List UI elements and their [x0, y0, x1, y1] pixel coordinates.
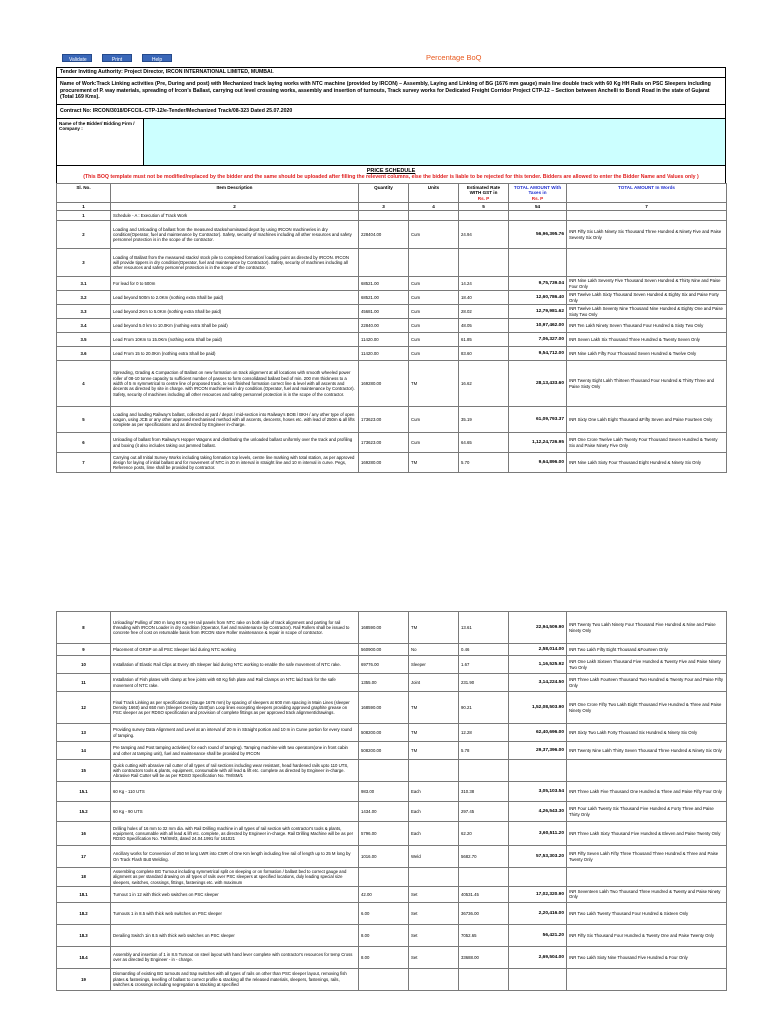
col-header-total — [509, 183, 567, 202]
row-item-description: Lead beyond 500m to 2.0Km (nothing extra Shall be paid) — [111, 291, 359, 305]
bidder-name-input[interactable] — [144, 119, 725, 165]
row-quantity: 508200.00 — [359, 742, 409, 760]
row-rate: 7052.65 — [459, 924, 509, 946]
row-total-amount[interactable]: 3,05,103.54 — [509, 782, 567, 802]
table-row — [57, 305, 727, 319]
row-amount-in-words[interactable]: INR Sixty Two Lakh Forty Thousand Six Hundred & Ninety Six Only — [567, 724, 727, 742]
row-quantity: 983.00 — [359, 782, 409, 802]
row-sl-no: 8 — [57, 612, 111, 644]
table-row — [57, 333, 727, 347]
name-of-work: Name of Work:Track Linking activities (Pre, During and post) with Mechanized track laying works with NTC machine (provided by IRCON) – Assembly, Laying and Linking of BG (1676 mm gauge) main line double track with 60 Kg HH Rails on PSC Sleepers including procurement of P. way materials, spreading of Ircon's Ballast, carrying out level crossing works, assembly and insertion of turnouts, Track survey works for Dedicated Freight Corridor Project CTP-12 – Section between Anchelli to Bondi Road in the state of Gujarat (Total 169 Kms). — [56, 77, 726, 104]
row-item-description: Loading and Unloading of ballast from the measured stacks/nominated depot by using IRCON machineries in dry condition(Operator, fuel and maintenance by Contractor). Safety, security of machines including all other resources and safety personnel protection is in the scope of the contractor. — [111, 221, 359, 249]
row-rate: 14.24 — [459, 277, 509, 291]
row-item-description: Derailing Switch 1in 8.5 with thick web switches on PSC sleeper — [111, 924, 359, 946]
row-sl-no: 5 — [57, 407, 111, 433]
row-rate: 24.94 — [459, 221, 509, 249]
row-total-amount[interactable]: 57,53,303.20 — [509, 846, 567, 868]
row-units: Cum — [409, 407, 459, 433]
row-sl-no: 11 — [57, 674, 111, 692]
row-units: Cum — [409, 347, 459, 361]
row-amount-in-words[interactable]: INR Seven Lakh Six Thousand Three Hundred & Twenty Seven Only — [567, 333, 727, 347]
boq-table-page-2 — [56, 611, 727, 991]
row-total-amount[interactable]: 2,58,014.00 — [509, 644, 567, 656]
row-units: Cum — [409, 333, 459, 347]
row-total-amount[interactable]: 1,12,24,726.95 — [509, 433, 567, 453]
table-row — [57, 211, 727, 221]
table-row — [57, 291, 727, 305]
row-item-description: 60 Kg - 90 UTS — [111, 802, 359, 822]
row-item-description: Carrying out all Initial Survey Works including taking formation top levels, centre line marking with total station, as per approved design for laying of initial ballast and for movement of NTC in 20 m interval in straight line and 10 m interval in curve. Pegs, Reference posts, lime shall be provided by contractor. — [111, 453, 359, 473]
row-quantity: 169280.00 — [359, 361, 409, 407]
help-button[interactable]: Help — [142, 54, 172, 62]
row-units: Each — [409, 782, 459, 802]
row-rate: 16.62 — [459, 361, 509, 407]
row-units: No — [409, 644, 459, 656]
row-total-amount[interactable]: 4,26,543.30 — [509, 802, 567, 822]
boq-rows-page-2 — [57, 612, 727, 991]
row-units: Cum — [409, 291, 459, 305]
row-amount-in-words[interactable]: INR Three Lakh Sixty Thousand Five Hundred & Eleven and Paise Twenty Only — [567, 822, 727, 846]
row-units — [409, 760, 459, 782]
row-amount-in-words[interactable] — [567, 968, 727, 990]
col-header-item: Item Description — [111, 183, 359, 202]
row-quantity: 68521.00 — [359, 277, 409, 291]
row-item-description: Lead beyond 2Km to 5.0Km (nothing extra Shall be paid) — [111, 305, 359, 319]
row-rate: 90.21 — [459, 692, 509, 724]
row-total-amount[interactable]: 1,16,525.92 — [509, 656, 567, 674]
row-amount-in-words[interactable]: INR Twelve Lakh Sixty Thousand Seven Hundred & Eighty Six and Paise Forty Only — [567, 291, 727, 305]
row-rate: 1.67 — [459, 656, 509, 674]
row-amount-in-words[interactable]: INR Fifty Seven Lakh Fifty Three Thousand Three Hundred & Three and Paise Twenty Only — [567, 846, 727, 868]
row-total-amount[interactable]: 56,96,395.76 — [509, 221, 567, 249]
row-units: Set — [409, 924, 459, 946]
row-quantity: 169280.00 — [359, 453, 409, 473]
row-quantity — [359, 760, 409, 782]
row-total-amount[interactable]: 1,52,08,503.90 — [509, 692, 567, 724]
row-quantity: 560900.00 — [359, 644, 409, 656]
row-item-description: Unloading of ballast from Railway's Hopper Wagons and distributing the unloaded ballast uniformly over the track and profiling and boxing (it also includes taking out jammed ballast. — [111, 433, 359, 453]
col-number: 3 — [359, 202, 409, 210]
column-number-row — [57, 202, 727, 210]
row-total-amount[interactable]: 28,13,433.60 — [509, 361, 567, 407]
row-rate: 33688.00 — [459, 946, 509, 968]
row-total-amount[interactable]: 62,40,696.00 — [509, 724, 567, 742]
table-row — [57, 277, 727, 291]
row-total-amount[interactable]: 7,06,327.00 — [509, 333, 567, 347]
validate-button[interactable]: Validate — [62, 54, 92, 62]
price-schedule-note: (This BOQ template must not be modified/replaced by the bidder and the same should be uploaded after filling the relevent columns, else the bidder is liable to be rejected for this tender. Bidders are allowed to enter the Bidder Name and Values only ) — [83, 173, 699, 180]
row-units: Set — [409, 902, 459, 924]
row-units: Cum — [409, 319, 459, 333]
row-quantity: 228404.00 — [359, 221, 409, 249]
row-item-description: Placement of GRSP on all PSC Sleeper laid during NTC working — [111, 644, 359, 656]
row-item-description: Loading and loading Railway's ballast, collected at yard / depot / mid-section into Railway's BOB / BKH / any other type of open wagon, using JCB or any other approved mechanised method with all ascents, descents, hoses etc. with lead of 250m & all lifts complete as per specifications and as directed by Engineer in-charge. — [111, 407, 359, 433]
row-amount-in-words[interactable]: INR Ten Lakh Ninety Seven Thousand Four Hundred & Sixty Two Only — [567, 319, 727, 333]
row-rate — [459, 868, 509, 887]
row-item-description: Providing survey Data Alignment and Level at an interval of 20 m in Straight portion and 10 m in Curve portion for every round of tamping. — [111, 724, 359, 742]
row-item-description: Lead From 10Km to 15.0Km (nothing extra Shall be paid) — [111, 333, 359, 347]
row-rate: 5682.70 — [459, 846, 509, 868]
row-units: TM — [409, 612, 459, 644]
row-item-description: Assembling complete BG Turnout including symmetrical split on sleeping or on formation / ballast bed to correct gauge and alignment as per standard drawing on all types of rails over PSC sleepers at specified locations, duly leading special size sleepers, switches, crossings, fittings, fastenings etc. with maximum — [111, 868, 359, 887]
row-units: TM — [409, 361, 459, 407]
boq-title: Percentage BoQ — [426, 53, 482, 62]
row-rate: 297.45 — [459, 802, 509, 822]
row-rate: 18.40 — [459, 291, 509, 305]
table-row — [57, 886, 727, 902]
contract-no: Contract No: IRCON/3018/DFCCIL-CTP-12/e-Tender/Mechanized Track/08-323 Dated 25.07.2020 — [56, 104, 726, 118]
row-sl-no: 18.3 — [57, 924, 111, 946]
col-header-sl: Sl. No. — [57, 183, 111, 202]
table-row — [57, 868, 727, 887]
row-item-description: Drilling holes of 16 mm to 32 mm dia. with Rail Drilling machine in all types of rail section with contractor's tools & plants, equipment, consumable with all lead & lift etc. complete, as directed by Engineer in-charge. Rail Drilling Machine will be as per RDSO Specification No. TM/SM/3, dated 24.04.1991 for 161021 — [111, 822, 359, 846]
price-schedule-title: PRICE SCHEDULE — [366, 167, 416, 174]
table-row — [57, 453, 727, 473]
row-total-amount[interactable] — [509, 868, 567, 887]
bidder-name-row — [56, 118, 726, 165]
table-row — [57, 924, 727, 946]
row-item-description: Ancillary works for Conversion of 250 M long LWR into CWR of One Km length including free rail of length up to 25 M long by On Track Flash Butt Welding. — [111, 846, 359, 868]
col-number: 54 — [509, 202, 567, 210]
row-quantity: 173623.00 — [359, 433, 409, 453]
table-row — [57, 822, 727, 846]
row-total-amount[interactable]: 12,60,786.40 — [509, 291, 567, 305]
row-total-amount[interactable] — [509, 211, 567, 221]
row-rate: 13.61 — [459, 612, 509, 644]
col-number: 1 — [57, 202, 111, 210]
table-row — [57, 644, 727, 656]
row-total-amount[interactable] — [509, 968, 567, 990]
col-number: 7 — [567, 202, 727, 210]
row-units: Set — [409, 886, 459, 902]
row-quantity: 6.00 — [359, 902, 409, 924]
row-units — [409, 968, 459, 990]
row-total-amount[interactable]: 22,94,509.90 — [509, 612, 567, 644]
col-header-total-sub: Rs. P — [531, 195, 544, 201]
row-amount-in-words[interactable]: INR Three Lakh Five Thousand One Hundred & Three and Paise Fifty Four Only — [567, 782, 727, 802]
table-header-row — [57, 183, 727, 202]
row-sl-no: 3.4 — [57, 319, 111, 333]
col-number: 2 — [111, 202, 359, 210]
row-quantity: 1355.00 — [359, 674, 409, 692]
row-item-description: Installation of Fish plates with clamp at free joints with 60 Kg fish plate and Rail Clamps on NTC laid track for the safe movement of NTC rake. — [111, 674, 359, 692]
col-number: 4 — [409, 202, 459, 210]
row-rate: 35.19 — [459, 407, 509, 433]
row-rate — [459, 760, 509, 782]
col-header-rate-label: Estimated Rate WITH GST in — [466, 184, 501, 196]
row-amount-in-words[interactable]: INR Twelve Lakh Seventy Nine Thousand Nine Hundred & Eighty One and Paise Sixty Two Only — [567, 305, 727, 319]
row-rate: 83.60 — [459, 347, 509, 361]
row-total-amount[interactable]: 3,60,511.20 — [509, 822, 567, 846]
row-sl-no: 7 — [57, 453, 111, 473]
row-units: TM — [409, 742, 459, 760]
boq-page-2 — [56, 611, 726, 991]
row-units — [409, 868, 459, 887]
row-sl-no: 17 — [57, 846, 111, 868]
row-sl-no: 15.1 — [57, 782, 111, 802]
row-amount-in-words[interactable]: INR Seventeen Lakh Two Thousand Three Hundred & Twenty and Paise Ninety Only — [567, 886, 727, 902]
row-quantity — [359, 868, 409, 887]
row-rate — [459, 968, 509, 990]
row-sl-no: 1 — [57, 211, 111, 221]
row-sl-no: 12 — [57, 692, 111, 724]
row-item-description: Schedule - A : Execution of Track Work — [111, 211, 359, 221]
row-quantity: 42.00 — [359, 886, 409, 902]
row-amount-in-words[interactable]: INR Nine Lakh Sixty Four Thousand Eight Hundred & Ninety Six Only — [567, 453, 727, 473]
tender-authority: Tender Inviting Authority: Project Director, IRCON INTERNATIONAL LIMITED, MUMBAI. — [56, 67, 726, 77]
row-units: TM — [409, 724, 459, 742]
row-quantity: 45681.00 — [359, 305, 409, 319]
row-quantity: 168590.00 — [359, 692, 409, 724]
col-header-qty: Quantity — [359, 183, 409, 202]
row-units: Cum — [409, 433, 459, 453]
row-quantity: 8.00 — [359, 946, 409, 968]
row-rate: 40531.45 — [459, 886, 509, 902]
row-rate: 64.65 — [459, 433, 509, 453]
row-quantity: 22840.00 — [359, 319, 409, 333]
row-total-amount[interactable]: 29,37,396.00 — [509, 742, 567, 760]
table-row — [57, 946, 727, 968]
row-quantity: 5796.00 — [359, 822, 409, 846]
col-header-total-label: TOTAL AMOUNT With Taxes in — [513, 184, 562, 196]
table-row — [57, 760, 727, 782]
col-header-units: Units — [409, 183, 459, 202]
row-total-amount[interactable]: 12,79,981.62 — [509, 305, 567, 319]
row-item-description: Assembly and insertion of 1 in 8.5 Turnout on steel layout with hand lever complete with contractor's resources for temp Cross over as directed by Engineer - in - charge. — [111, 946, 359, 968]
table-row — [57, 361, 727, 407]
row-rate: 0.46 — [459, 644, 509, 656]
row-quantity: 68521.00 — [359, 291, 409, 305]
row-amount-in-words[interactable]: INR Twenty Nine Lakh Thirty Seven Thousand Three Hundred & Ninety Six Only — [567, 742, 727, 760]
row-sl-no: 3.1 — [57, 277, 111, 291]
table-row — [57, 612, 727, 644]
row-amount-in-words[interactable] — [567, 249, 727, 277]
toolbar — [56, 50, 726, 64]
table-row — [57, 674, 727, 692]
row-sl-no: 3.6 — [57, 347, 111, 361]
row-amount-in-words[interactable]: INR Four Lakh Twenty Six Thousand Five Hundred & Forty Three and Paise Thirty Only — [567, 802, 727, 822]
row-rate: 28.02 — [459, 305, 509, 319]
row-total-amount[interactable]: 9,75,739.04 — [509, 277, 567, 291]
row-quantity: 11420.00 — [359, 347, 409, 361]
row-total-amount[interactable]: 10,97,462.00 — [509, 319, 567, 333]
row-quantity: 11420.00 — [359, 333, 409, 347]
row-rate: 36736.00 — [459, 902, 509, 924]
table-row — [57, 968, 727, 990]
row-sl-no: 18.1 — [57, 886, 111, 902]
bidder-name-label: Name of the Bidder/ Bidding Firm / Company : — [57, 119, 144, 165]
row-total-amount[interactable]: 2,20,416.00 — [509, 902, 567, 924]
table-row — [57, 347, 727, 361]
row-rate: 5.70 — [459, 453, 509, 473]
col-number: 5 — [459, 202, 509, 210]
boq-table-page-1 — [56, 183, 727, 473]
row-rate: 62.20 — [459, 822, 509, 846]
row-item-description: Turnouts 1 in 8.5 with thick web switches on PSC sleeper — [111, 902, 359, 924]
row-units: TM — [409, 692, 459, 724]
row-sl-no: 19 — [57, 968, 111, 990]
row-item-description: Installation of Elastic Rail Clips at Every 4th Sleeper laid during NTC working to enable the safe movement of NTC rake. — [111, 656, 359, 674]
row-quantity: 69776.00 — [359, 656, 409, 674]
table-row — [57, 692, 727, 724]
row-sl-no: 13 — [57, 724, 111, 742]
col-header-rate-sub: Rs. P — [477, 195, 490, 201]
row-total-amount[interactable]: 61,09,793.37 — [509, 407, 567, 433]
row-quantity: 1016.00 — [359, 846, 409, 868]
row-rate: 61.85 — [459, 333, 509, 347]
row-amount-in-words[interactable]: INR Fifty Six Lakh Ninety Six Thousand Three Hundred & Ninety Five and Paise Seventy Six Only — [567, 221, 727, 249]
row-sl-no: 16 — [57, 822, 111, 846]
row-quantity — [359, 968, 409, 990]
row-sl-no: 10 — [57, 656, 111, 674]
row-item-description: Spreading, Grading & Compaction of Ballast on new formation on track alignment at all locations with smooth wheeled power roller of 08-10 tonne capacity to sufficient number of passes to form consolidated ballast bed of min. 200 mm thickness to a width of 5 m symmetrical to centre line of proposed track, to suit finished formation correct line & level with all ascents and decents as directed by site in charge. with IRCON machineries in dry condition.(Operator, fuel and maintenance by Contractor). Safety, security of machines including all other resources and safety personnel protection is in the scope of the contractor. — [111, 361, 359, 407]
boq-page-1 — [56, 50, 726, 473]
table-row — [57, 433, 727, 453]
row-units: Set — [409, 946, 459, 968]
table-row — [57, 221, 727, 249]
row-quantity: 508200.00 — [359, 724, 409, 742]
row-total-amount[interactable]: 9,54,712.00 — [509, 347, 567, 361]
row-total-amount[interactable]: 2,69,504.00 — [509, 946, 567, 968]
row-sl-no: 6 — [57, 433, 111, 453]
row-amount-in-words[interactable]: INR One Crore Twelve Lakh Twenty Four Thousand Seven Hundred & Twenty Six and Paise Ninety Five Only — [567, 433, 727, 453]
row-sl-no: 3.5 — [57, 333, 111, 347]
row-item-description: For lead for 0 to 500m — [111, 277, 359, 291]
row-sl-no: 18.4 — [57, 946, 111, 968]
row-item-description: Turnout 1 in 12 with thick web switches on PSC sleeper — [111, 886, 359, 902]
row-item-description: Lead beyond 5.0 km to 10.0Km (nothing extra Shall be paid) — [111, 319, 359, 333]
col-header-rate — [459, 183, 509, 202]
row-item-description: Dismantling of existing BG turnouts and trap switches with all types of rails on other than PSC sleeper layout, removing fish plates & fastenings, levelling of ballast to correct profile & stacking all the released materials, sleepers, fastenings, rails, switches & crossings including segregation & stacking at specified — [111, 968, 359, 990]
row-rate: 231.90 — [459, 674, 509, 692]
row-total-amount[interactable]: 9,64,896.00 — [509, 453, 567, 473]
row-rate — [459, 249, 509, 277]
row-quantity: 173623.00 — [359, 407, 409, 433]
row-item-description: Loading of Ballast from the measured stacks/ stock pile to completed formation/ loading point as directed by IRCON. IRCON will provide tippers in dry condition(Operator, fuel and maintenance by Contractor). Safety, security of machines including all other resources and safety personnel protection is in the scope of the contractor. — [111, 249, 359, 277]
row-item-description: Quick cutting with abrasive rail cutter of all types of rail sections including wear resistant, head hardened rails upto 110 UTS, with contractors tools & plants, equipment, consumable with all lead & lift etc. complete as directed by Engineer in-charge. Abrasive Rail Cutter will be as per RDSO Specification No. TM/SM/1 — [111, 760, 359, 782]
row-units: Cum — [409, 221, 459, 249]
row-amount-in-words[interactable]: INR Twenty Two Lakh Ninety Four Thousand Five Hundred & Nine and Paise Ninety Only — [567, 612, 727, 644]
row-total-amount[interactable]: 56,421.20 — [509, 924, 567, 946]
row-sl-no: 15 — [57, 760, 111, 782]
row-total-amount[interactable] — [509, 760, 567, 782]
row-units: Sleeper — [409, 656, 459, 674]
table-row — [57, 802, 727, 822]
row-units: Cum — [409, 305, 459, 319]
row-rate: 310.38 — [459, 782, 509, 802]
row-amount-in-words[interactable]: INR One Lakh Sixteen Thousand Five Hundred & Twenty Five and Paise Ninety Two Only — [567, 656, 727, 674]
row-units — [409, 211, 459, 221]
row-amount-in-words[interactable]: INR Two Lakh Fifty Eight Thousand &Fourteen Only — [567, 644, 727, 656]
row-total-amount[interactable]: 17,02,320.90 — [509, 886, 567, 902]
row-amount-in-words[interactable]: INR Sixty One Lakh Eight Thousand &Fifty Seven and Paise Fourteen Only — [567, 407, 727, 433]
table-row — [57, 742, 727, 760]
row-rate — [459, 211, 509, 221]
boq-rows-page-1 — [57, 211, 727, 473]
col-header-words: TOTAL AMOUNT In Words — [567, 183, 727, 202]
row-amount-in-words[interactable]: INR Twenty Eight Lakh Thirteen Thousand Four Hundred & Thirty Three and Paise Sixty Only — [567, 361, 727, 407]
table-row — [57, 846, 727, 868]
row-units: Joint — [409, 674, 459, 692]
row-amount-in-words[interactable]: INR Three Lakh Fourteen Thousand Two Hundred & Twenty Four and Paise Fifty Only — [567, 674, 727, 692]
row-amount-in-words[interactable]: INR Fifty Six Thousand Four Hundred & Twenty One and Paise Twenty Only — [567, 924, 727, 946]
row-quantity — [359, 211, 409, 221]
row-quantity: 1434.00 — [359, 802, 409, 822]
table-row — [57, 902, 727, 924]
row-units: Each — [409, 802, 459, 822]
table-row — [57, 782, 727, 802]
row-sl-no: 2 — [57, 221, 111, 249]
row-sl-no: 3.3 — [57, 305, 111, 319]
table-row — [57, 319, 727, 333]
row-sl-no: 3 — [57, 249, 111, 277]
row-item-description: Final Track Linking as per specifications (Gauge 1676 mm) by spacing of sleepers at 600 mm spacing in Main Lines (sleeper Density 1660) and 650 mm (Sleeper Density 1540)on Loop lines excepting sleepers providing approved graphite grease on PSC sleeper as per RDSO specification and provision of complete fittings as per approved track alignment/drawings. — [111, 692, 359, 724]
row-sl-no: 3.2 — [57, 291, 111, 305]
row-item-description: Pre tamping and Post tamping activities( for each round of tamping). Tamping machine with two operators(one in front cabin and other at tamping unit), fuel and maintenance shall be provided by IRCON — [111, 742, 359, 760]
row-amount-in-words[interactable] — [567, 211, 727, 221]
row-amount-in-words[interactable]: INR One Crore Fifty Two Lakh Eight Thousand Five Hundred & Three and Paise Ninety Only — [567, 692, 727, 724]
row-quantity: 168590.00 — [359, 612, 409, 644]
row-rate: 12.28 — [459, 724, 509, 742]
row-amount-in-words[interactable]: INR Nine Lakh Fifty Four Thousand Seven Hundred & Twelve Only — [567, 347, 727, 361]
table-row — [57, 407, 727, 433]
row-total-amount[interactable] — [509, 249, 567, 277]
row-amount-in-words[interactable]: INR Two Lakh Sixty Nine Thousand Five Hundred & Four Only — [567, 946, 727, 968]
row-amount-in-words[interactable]: INR Two Lakh Twenty Thousand Four Hundred & Sixteen Only — [567, 902, 727, 924]
price-schedule-header — [56, 165, 726, 183]
row-rate: 5.78 — [459, 742, 509, 760]
row-sl-no: 18.2 — [57, 902, 111, 924]
row-sl-no: 18 — [57, 868, 111, 887]
row-units: Each — [409, 822, 459, 846]
table-row — [57, 656, 727, 674]
table-row — [57, 724, 727, 742]
table-row — [57, 249, 727, 277]
row-sl-no: 15.2 — [57, 802, 111, 822]
row-sl-no: 9 — [57, 644, 111, 656]
row-sl-no: 4 — [57, 361, 111, 407]
row-item-description: 60 Kg - 110 UTS — [111, 782, 359, 802]
row-sl-no: 14 — [57, 742, 111, 760]
row-amount-in-words[interactable] — [567, 760, 727, 782]
row-units: TM — [409, 453, 459, 473]
row-item-description: Unloading/ Pulling of 260 m long 60 Kg HH rail panels from NTC rake on both side of track alignment and parting for rail threading with IRCON Loader in dry condition (Operator, fuel and maintenance by Contractor). Rail Rollers shall be issued to concrete free of cost on returnable basis from IRCON store Roller maintenance & repair in scope of contractor. — [111, 612, 359, 644]
row-quantity: 8.00 — [359, 924, 409, 946]
print-button[interactable]: Print — [102, 54, 132, 62]
row-amount-in-words[interactable] — [567, 868, 727, 887]
row-units: Cum — [409, 277, 459, 291]
row-units — [409, 249, 459, 277]
row-item-description: Lead From 15 to 20.0Km (nothing extra Shall be paid) — [111, 347, 359, 361]
row-amount-in-words[interactable]: INR Nine Lakh Seventy Five Thousand Seven Hundred & Thirty Nine and Paise Four Only — [567, 277, 727, 291]
row-quantity — [359, 249, 409, 277]
row-total-amount[interactable]: 3,14,224.50 — [509, 674, 567, 692]
row-units: Weld — [409, 846, 459, 868]
row-rate: 48.05 — [459, 319, 509, 333]
